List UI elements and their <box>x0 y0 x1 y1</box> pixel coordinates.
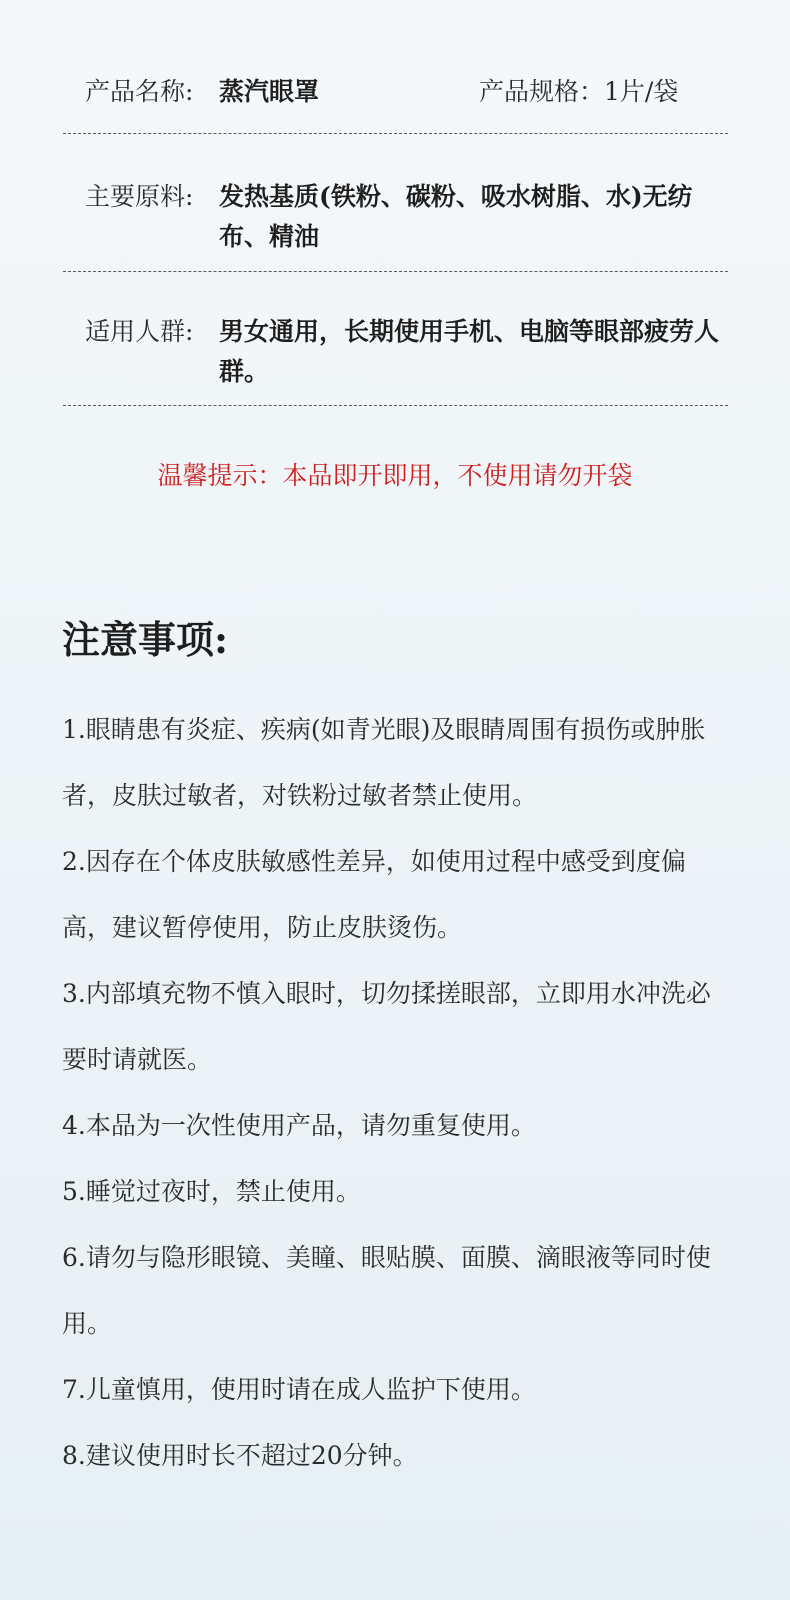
notice-item: 1.眼睛患有炎症、疾病(如青光眼)及眼睛周围有损伤或肿胀者，皮肤过敏者，对铁粉过敏者禁止使用。 <box>62 715 706 810</box>
divider <box>63 271 728 272</box>
notice-item: 2.因存在个体皮肤敏感性差异，如使用过程中感受到度偏高，建议暂停使用，防止皮肤烫伤。 <box>62 847 686 942</box>
product-name-label: 产品名称: <box>85 77 194 106</box>
audience-row <box>63 312 728 392</box>
notice-item: 7.儿童慎用，使用时请在成人监护下使用。 <box>62 1375 536 1404</box>
divider <box>63 405 728 406</box>
material-value: 发热基质(铁粉、碳粉、吸水树脂、水)无纺布、精油 <box>219 182 693 251</box>
notice-item: 5.睡觉过夜时，禁止使用。 <box>62 1177 361 1206</box>
product-name-value: 蒸汽眼罩 <box>219 77 320 106</box>
warm-tip: 温馨提示：本品即开即用，不使用请勿开袋 <box>157 461 633 490</box>
notice-title: 注意事项: <box>62 617 229 662</box>
notice-item: 8.建议使用时长不超过20分钟。 <box>62 1441 418 1470</box>
product-spec <box>479 72 678 112</box>
material-label: 主要原料: <box>85 182 194 211</box>
audience-label: 适用人群: <box>85 317 194 346</box>
notice-item: 3.内部填充物不慎入眼时，切勿揉搓眼部，立即用水冲洗必要时请就医。 <box>62 979 711 1074</box>
material-row <box>63 177 728 257</box>
product-spec-value: 1片/袋 <box>604 77 679 106</box>
divider <box>63 133 728 134</box>
notice-item: 6.请勿与隐形眼镜、美瞳、眼贴膜、面膜、滴眼液等同时使用。 <box>62 1243 711 1338</box>
product-spec-label: 产品规格： <box>479 77 605 106</box>
audience-value: 男女通用，长期使用手机、电脑等眼部疲劳人群。 <box>219 317 720 386</box>
notice-item: 4.本品为一次性使用产品，请勿重复使用。 <box>62 1111 536 1140</box>
